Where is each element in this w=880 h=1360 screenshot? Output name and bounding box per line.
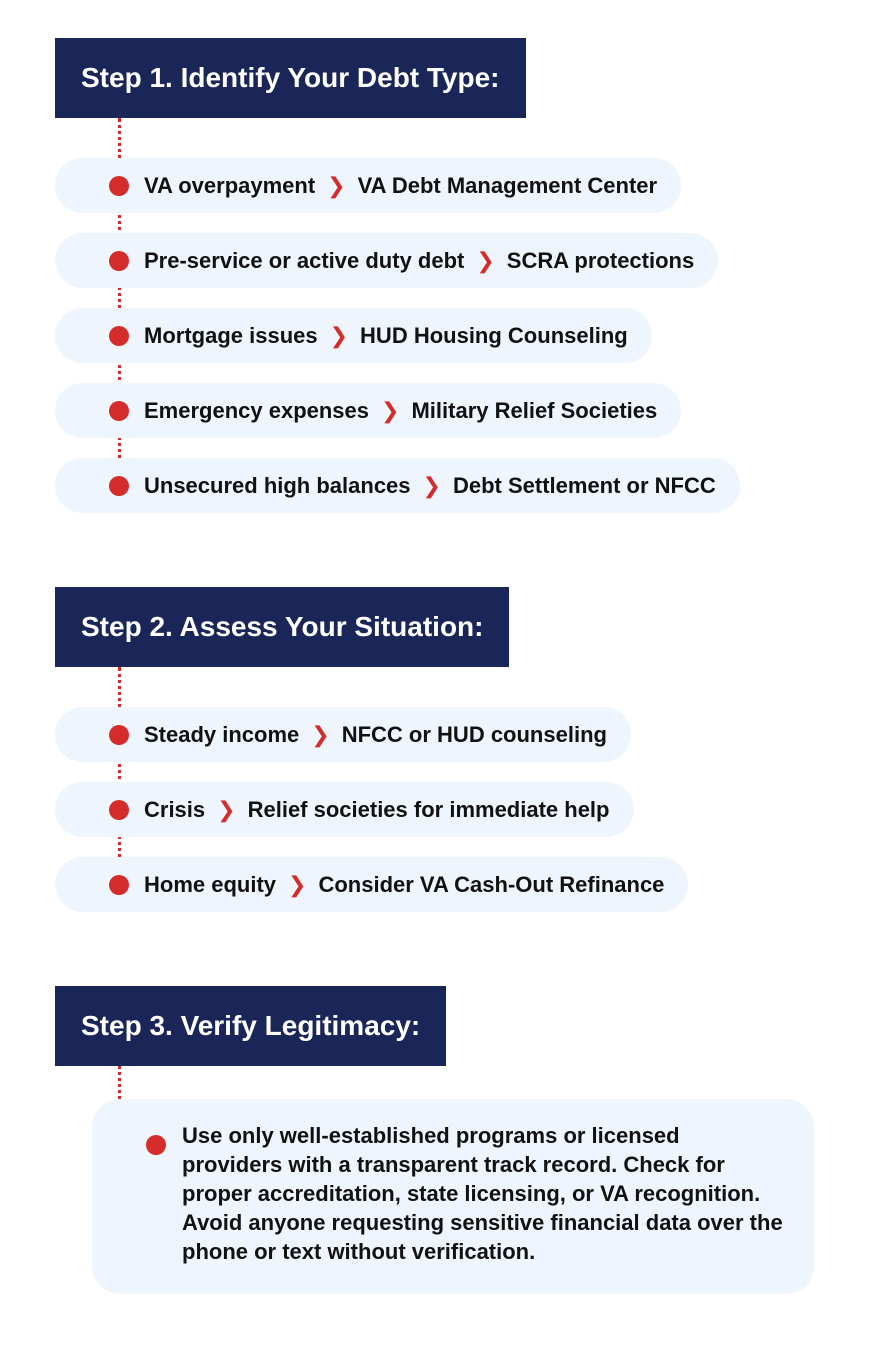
- list-item: [55, 458, 740, 513]
- step-3-title: Step 3. Verify Legitimacy:: [81, 1010, 421, 1041]
- chevron-right-icon: ❯: [327, 172, 346, 198]
- chevron-right-icon: ❯: [311, 721, 330, 747]
- item-target: Military Relief Societies: [411, 397, 658, 423]
- verification-text: Use only well-established programs or licensed providers with a transparent track record. Check for proper accreditation, state licensing, or VA recognition. Avoid anyone requesting sensitive financial data over the phone or text without verification.: [182, 1123, 783, 1264]
- chevron-right-icon: ❯: [381, 397, 400, 423]
- list-item: [55, 782, 634, 837]
- step-2-list: [55, 707, 825, 932]
- chevron-right-icon: ❯: [329, 322, 349, 348]
- item-target: HUD Housing Counseling: [360, 322, 628, 348]
- dot-icon: [109, 251, 129, 271]
- dot-icon: [109, 800, 129, 820]
- item-label: Emergency expenses: [144, 397, 370, 423]
- chevron-right-icon: ❯: [422, 472, 441, 498]
- item-target: NFCC or HUD counseling: [341, 721, 607, 747]
- item-label: Unsecured high balances: [144, 472, 411, 498]
- step-1-header: [55, 38, 526, 118]
- item-target: Relief societies for immediate help: [247, 796, 610, 822]
- chevron-right-icon: ❯: [217, 796, 236, 822]
- step-3-list: [55, 1099, 825, 1294]
- item-label: Crisis: [144, 796, 206, 822]
- item-target: SCRA protections: [506, 247, 695, 273]
- list-item: [55, 158, 681, 213]
- step-3-header: [55, 986, 446, 1066]
- item-label: Pre-service or active duty debt: [144, 247, 465, 273]
- dot-icon: [109, 326, 129, 346]
- dot-icon: [109, 875, 129, 895]
- step-2-title: Step 2. Assess Your Situation:: [81, 611, 484, 642]
- step-2-section: [55, 587, 825, 932]
- dot-icon: [146, 1135, 166, 1155]
- dot-icon: [109, 176, 129, 196]
- item-label: VA overpayment: [144, 172, 316, 198]
- item-label: Mortgage issues: [144, 322, 318, 348]
- item-label: Home equity: [144, 871, 277, 897]
- item-target: VA Debt Management Center: [357, 172, 658, 198]
- step-1-list: [55, 158, 825, 533]
- list-item: [55, 233, 718, 288]
- list-item: [55, 383, 681, 438]
- dot-icon: [109, 401, 129, 421]
- dot-icon: [109, 476, 129, 496]
- step-2-header: [55, 587, 509, 667]
- item-target: Consider VA Cash-Out Refinance: [318, 871, 665, 897]
- item-label: Steady income: [144, 721, 300, 747]
- step-3-section: [55, 986, 825, 1294]
- dot-icon: [109, 725, 129, 745]
- chevron-right-icon: ❯: [288, 871, 307, 897]
- item-target: Debt Settlement or NFCC: [452, 472, 716, 498]
- list-item: [55, 857, 688, 912]
- list-item: [55, 707, 631, 762]
- step-1-section: [55, 38, 825, 533]
- step-1-title: Step 1. Identify Your Debt Type:: [81, 62, 500, 93]
- chevron-right-icon: ❯: [476, 247, 495, 273]
- list-item: [55, 308, 652, 363]
- verification-note: [92, 1099, 814, 1294]
